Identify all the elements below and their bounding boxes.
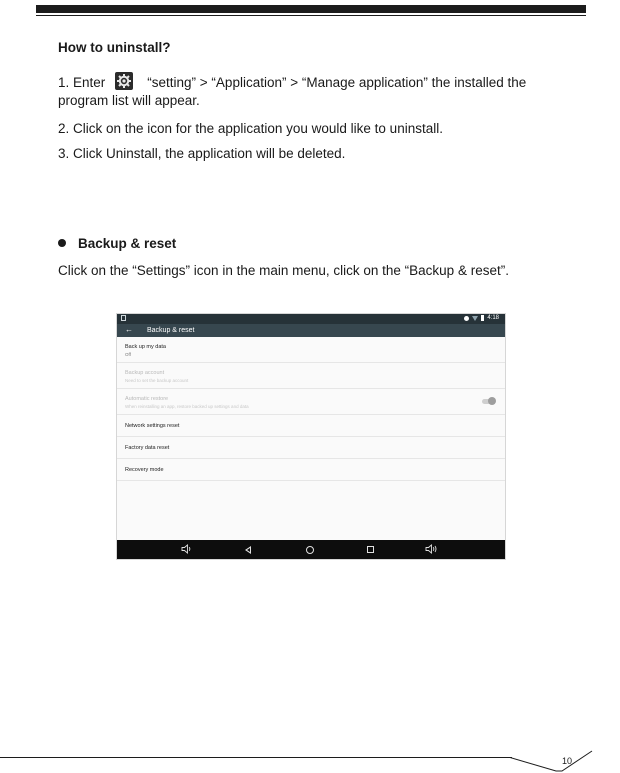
automatic-restore-toggle[interactable] [482,399,495,404]
app-bar [117,324,505,337]
settings-list [117,337,505,481]
setting-title: Back up my data [125,344,166,350]
wifi-icon [472,316,478,321]
step-1-prefix: 1. Enter [58,75,106,90]
header-rule [36,15,586,16]
setting-title: Recovery mode [125,467,164,473]
page-number: 10 [562,756,573,766]
step-1-text: “setting” > “Application” > “Manage application” the installed the program list will appear. [58,75,527,108]
volume-down-icon[interactable] [181,544,193,557]
heading-how-to-uninstall: How to uninstall? [58,40,171,55]
setting-automatic-restore [117,389,505,415]
setting-title: Factory data reset [125,445,170,451]
alarm-icon [464,316,469,321]
volume-up-icon[interactable] [425,544,439,557]
recents-icon[interactable] [367,546,374,553]
setting-subtitle: Off [125,352,131,357]
footer-rule [0,757,512,758]
notification-icon [121,315,126,321]
setting-backup-account [117,363,505,389]
step-2: 2. Click on the icon for the application you would like to uninstall. [58,121,443,136]
back-arrow-icon[interactable]: ← [125,325,133,334]
setting-title: Backup account [125,370,165,376]
status-bar [117,314,505,324]
setting-recovery-mode[interactable] [117,459,505,481]
toggle-knob [488,397,496,405]
home-icon[interactable] [306,546,314,554]
setting-network-settings-reset[interactable] [117,415,505,437]
android-screenshot [116,313,506,560]
navigation-bar [117,540,505,559]
setting-back-up-my-data[interactable] [117,337,505,363]
status-time: 4:18 [487,315,499,321]
section-title-text: Backup & reset [78,236,177,251]
setting-title: Network settings reset [125,423,180,429]
setting-factory-data-reset[interactable] [117,437,505,459]
bullet-icon [58,239,66,247]
section-title-backup-reset [58,236,176,251]
back-icon[interactable] [245,546,251,554]
step-1 [58,72,578,110]
section-description: Click on the “Settings” icon in the main menu, click on the “Backup & reset”. [58,263,509,278]
status-icons [464,315,499,321]
page-tab-shape [510,750,610,772]
step-3: 3. Click Uninstall, the application will be deleted. [58,146,346,161]
header-bar [36,5,586,13]
setting-subtitle: Need to set the backup account [125,378,189,383]
app-bar-title: Backup & reset [147,327,195,334]
settings-gear-icon [115,72,133,90]
battery-icon [481,315,484,321]
setting-title: Automatic restore [125,396,169,402]
setting-subtitle: When reinstalling an app, restore backed up settings and data [125,404,249,409]
